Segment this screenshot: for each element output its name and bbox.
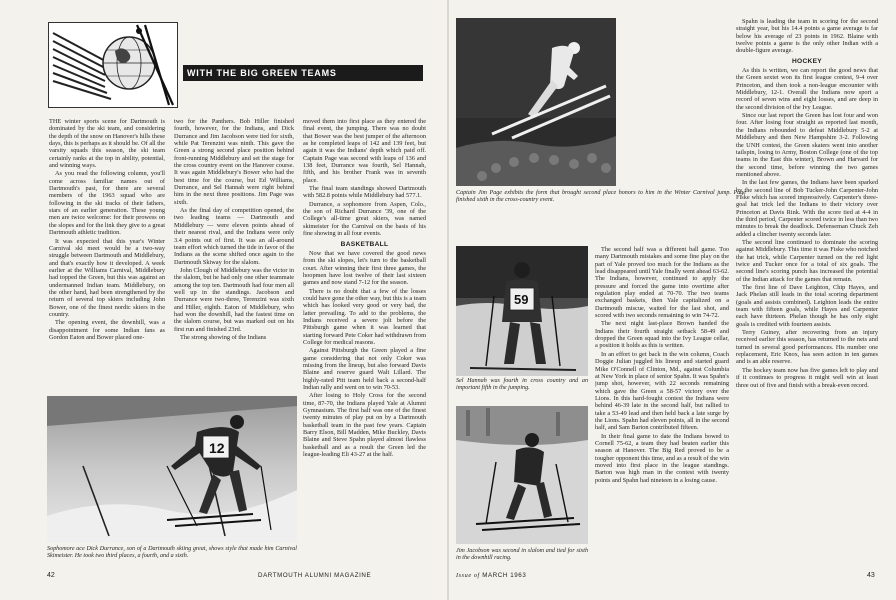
paragraph: THE winter sports scene for Dartmouth is dominated by the ski team, and considering the depth of the snow on Hanover's hills these days, this is perhaps as it should be. Of all the varsity squads this season, the ski team certainly ranks at the top in ability, potential, and winning ways. — [49, 118, 165, 170]
hannah-photo — [456, 246, 588, 376]
durrance-caption: Sophomore ace Dick Durrance, son of a Dartmouth skiing great, shows style that made him Carnival Skimeister. He took two third places, a fourth, and a sixth. — [47, 546, 297, 559]
issue-label: Issue of — [456, 572, 480, 579]
paragraph: After losing to Holy Cross for the second time, 87-70, the Indians played Yale at Alumni Gymnasium. The first half was one of the finest twenty minutes of play put on by a Dartmouth basketball team in the past few years. Captain Barry Elson, Bill Madden, Mike Buckley, Davis Blaine and Steve Spahn played almost flawless basketball and as a result the Green led the league-leading Eli 43-27 at the half. — [303, 392, 426, 459]
magazine-name: DARTMOUTH ALUMNI MAGAZINE — [258, 572, 372, 579]
left-page — [0, 0, 447, 600]
paragraph: As the final day of competition opened, the two leading teams — Dartmouth and Middlebury — were eleven points ahead of their nearest rival, and the Indians were only 3.4 points out of first. It was an all-around team effort which turned the tide in favor of the Indians as the scene shifted once again to the Dartmouth Skiway for the slalom. — [174, 207, 294, 266]
right-page — [449, 0, 896, 600]
paragraph: Since our last report the Green has lost four and won four. After losing four straight as reported last month, the Indians rebounded to defeat Middlebury 5-2 at Middlebury and then New Hampshire 3-2. Following the UNH contest, the Green skaters went into another tailspin, losing to Army, Boston College (one of the top teams in the East this winter), Brown and Harvard for the second time, before winning the two games mentioned above. — [736, 112, 878, 178]
paragraph: The hockey team now has five games left to play and if it continues to progress it might well win at least three out of five and finish with a break-even record. — [736, 366, 878, 389]
paragraph: two for the Panthers. Bob Hiller finished fourth, however, for the Indians, and Dick Durrance and Jim Jacobson were tied for sixth, while Pat Terenzini was ninth. This gave the Green a strong second place position behind front-running Middlebury and set the stage for the cross country event on the Hanover course. It was again Middlebury's Bower who had the best time for the course, but Ed Williams, Durrance, and Sel Hannah were right behind him in the next three positions. Jim Page was sixth. — [174, 118, 294, 206]
hannah-caption: Sel Hannah was fourth in cross country and an important fifth in the jumping. — [456, 378, 588, 391]
paragraph: The final team standings showed Dartmouth with 582.8 points while Middlebury had 577.1. — [303, 185, 426, 200]
paragraph: The second line continued to dominate the scoring against Middlebury. This time it was Fiske who notched the hat trick, while Carpenter turned on the red light twice and Tucker once for a total of six goals. The second line's scoring punch has increased the potential of the Indian attack for the games that remain. — [736, 238, 878, 283]
section-title: WITH THE BIG GREEN TEAMS — [187, 68, 337, 78]
paragraph: Terry Guiney, after recovering from an injury received earlier this season, has returned to the nets and turned in several good performances. His number one replacement, Eric Knox, has seen action in ten games and is an able reserve. — [736, 329, 878, 366]
paragraph: In their final game to date the Indians bowed to Cornell 75-62, a team they had beaten earlier this season at Hanover. The Big Red proved to be a tougher opponent this time, and as a result of the win moved into first place in the league standings. Barton was high man in the contest with twenty points and Spahn had nineteen in a losing cause. — [595, 432, 729, 484]
page-jump-photo — [456, 18, 616, 186]
race-bib-number: 59 — [514, 292, 529, 307]
ski-globe-illustration — [48, 22, 178, 108]
paragraph: The first line of Dave Leighton, Chip Hayes, and Jack Phelan still leads in the total scoring department (goals and assists combined). Leighton leads the entire team with fifteen goals, while Hayes and Carpenter each have thirteen. Phelan though he has only eight goals is credited with fourteen assists. — [736, 284, 878, 328]
paragraph: Durrance, a sophomore from Aspen, Colo., the son of Richard Durrance '39, one of the College's all-time great skiers, was named skimeister for the Carnival on the basis of his fine showing in all four events. — [303, 200, 426, 238]
paragraph: In the last few games, the Indians have been sparked by the second line of Bob Tucker-John Carpenter-John Fiske which has scored impressively. Carpenter's three-goal hat trick led the Indians to their victory over Princeton at Davis Rink. With the score tied at 4-4 in the third period, Carpenter scored twice in less than two minutes to break the deadlock. Defenseman Chuck Zeh added a clincher twenty seconds later. — [736, 179, 878, 238]
article-column-4 — [595, 246, 729, 562]
article-column-1 — [49, 118, 165, 386]
article-column-2 — [174, 118, 294, 386]
jacobson-caption: Jim Jacobson was second in slalom and tied for sixth in the downhill racing. — [456, 548, 588, 561]
paragraph: The second half was a different ball game. Too many Dartmouth mistakes and some fine play on the part of Yale proved too much for the Indians as the lead disappeared until Yale finally went ahead 63-62. The Indians, however, continued to apply the pressure and forced the game into overtime after regulation play ended at 70-70. The two teams exchanged baskets, then Yale capitalized on a Dartmouth miscue, waited for the last shot, and scored with two seconds remaining to win 74-72. — [595, 246, 729, 320]
page-caption: Captain Jim Page exhibits the form that brought second place honors to him in the Winter Carnival jump. Page finished sixth in the cross-country event. — [456, 190, 746, 203]
paragraph: Against Pittsburgh the Green played a fine game considering that not only Coker was missing from the lineup, but also forward Davis Blaine and reserve guard Walt Lillard. The highly-rated Pitt team held back a second-half Indian rally and went on to win 70-53. — [303, 347, 426, 392]
paragraph: As this is written, we can report the good news that the Green sextet won its first league contest, 9-4 over Princeton, and then took a non-league encounter with Middlebury, 12-1. Overall the Indians now sport a record of seven wins and eight losses, and are deep in the second division of the Ivy League. — [736, 67, 878, 111]
section-title-banner — [183, 65, 423, 81]
issue-date — [456, 572, 526, 579]
paragraph: Spahn is leading the team in scoring for the second straight year, but his 14.4 points a game average is far below his average of 23 points in 1962. Blaine with twelve points a game is the only other Indian with a double-figure average. — [736, 18, 878, 55]
page-number-right: 43 — [867, 572, 875, 579]
jacobson-photo — [456, 406, 588, 544]
basketball-heading: BASKETBALL — [340, 240, 389, 248]
paragraph: The next night last-place Brown handed the Indians their fourth straight setback 58-49 and dropped the Green squad into the Ivy League cellar, a position it holds as this is written. — [595, 320, 729, 350]
issue-month: MARCH 1963 — [482, 572, 527, 579]
paragraph: In an effort to get back in the win column, Coach Doggie Julian juggled his lineup and started guard Mike O'Connell of Clinton, Md., against Columbia at New York in place of senior Spahn. It was Spahn's jump shot, however, with 22 seconds remaining which gave the Green a 58-57 victory over the Lions. In this hard-fought contest the Indians were behind 46-39 late in the second half, but rallied to take a 53-49 lead and then held back a late surge by the Lions. Spahn had eleven points, all in the second half, and Sam Barton contributed fifteen. — [595, 350, 729, 432]
race-bib-number: 12 — [209, 440, 225, 456]
paragraph: There is no doubt that a few of the losses could have gone the other way, but this is a team which has looked very good or very bad, the latter prevailing. To add to the problems, the Indians received a severe jolt before the Pittsburgh game when it was learned that starting forward Pete Coker had withdrawn from College for medical reasons. — [303, 287, 426, 346]
paragraph: As you read the following column, you'll come across familiar names out of Dartmouth's past, for there are several members of the 1963 squad who are following in the ski tracks of their fathers, stars of an earlier generation. These young men are twice welcome: for their prowess on the slopes and for the link they give to a great Dartmouth athletic tradition. — [49, 170, 165, 237]
paragraph: Now that we have covered the good news from the ski slopes, let's turn to the basketball court. After winning their first three games, the hoopmen have lost twelve of their last sixteen games and now stand 7-12 for the season. — [303, 249, 426, 287]
durrance-slalom-photo — [47, 396, 297, 542]
paragraph: The strong showing of the Indians — [180, 333, 267, 341]
hockey-heading: HOCKEY — [791, 57, 822, 65]
article-column-3 — [303, 118, 426, 558]
page-number-left: 42 — [47, 572, 55, 579]
paragraph: It was expected that this year's Winter Carnival ski meet would be a two-way struggle between Dartmouth and Middlebury, and that's exactly how it developed. A week earlier at the Williams Carnival, Middlebury had topped the Green, but this was against an undermanned Indian team. Middlebury, on the other hand, had been strengthened by the return of several top skiers including John Bower, one of the finest nordic skiers in the country. — [49, 237, 165, 318]
paragraph: John Clough of Middlebury was the victor in the slalom, but he had only one other teammate among the top ten. Dartmouth had four men all well up in the standings. Jacobson and Durrance were two-three, Terenzini was sixth and Hiller, eighth. Eaton of Middlebury, who had won the downhill, had the fastest time on the slalom course, but was marked out on his first run and finished 23rd. — [174, 266, 294, 333]
article-column-5 — [736, 18, 878, 566]
paragraph: moved them into first place as they entered the final event, the jumping. There was no doubt that Bower was the best jumper of the afternoon as he completed leaps of 142 and 139 feet, but again it was the Indians' depth which paid off. Captain Page was second with leaps of 136 and 138 feet, Durrance was fourth, Sel Hannah, fifth, and his brother Frank was in seventh place. — [303, 118, 426, 184]
paragraph: The opening event, the downhill, was a disappointment for some Indian fans as Gordon Eaton and Bower placed one- — [49, 319, 165, 341]
